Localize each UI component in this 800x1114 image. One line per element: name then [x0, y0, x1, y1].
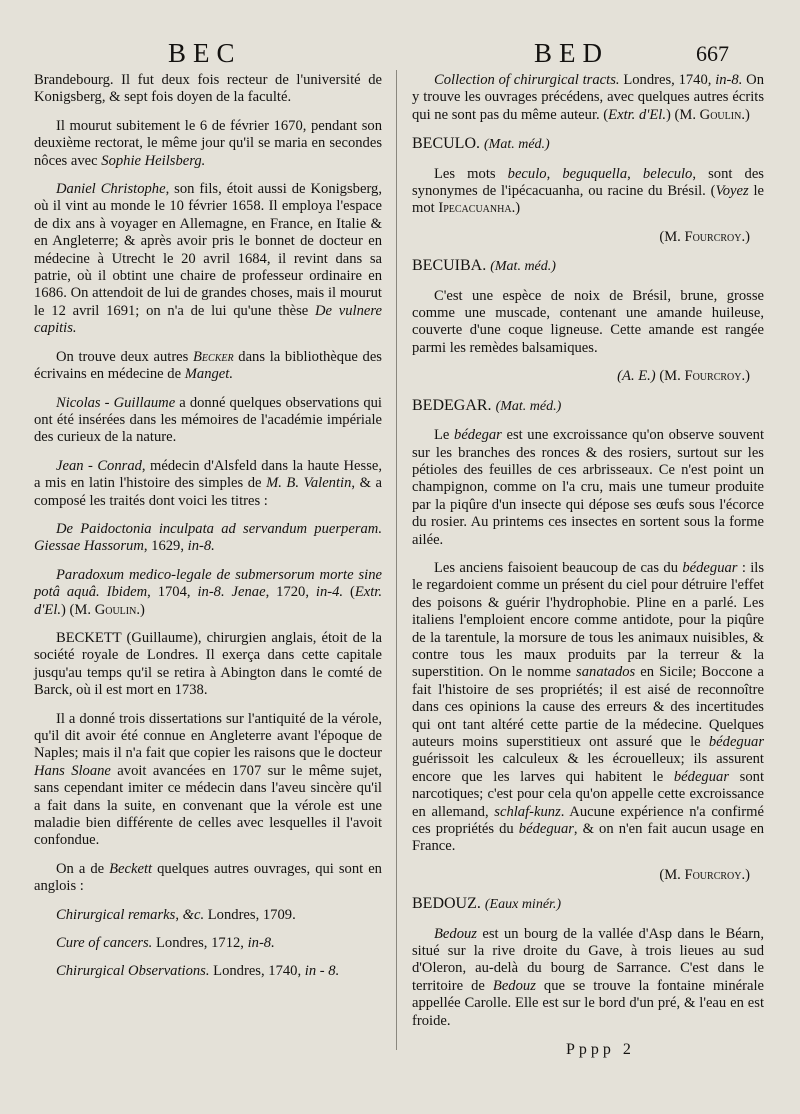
- person-name: Nicolas - Guillaume: [56, 394, 176, 411]
- author-name: Goulin: [94, 601, 137, 618]
- work-title: Collection of chirurgical tracts.: [434, 72, 620, 88]
- person-name: Daniel Christophe: [56, 181, 166, 198]
- person-name: M. B. Valentin: [266, 475, 352, 492]
- text: que se trouve la fontaine minérale appellée Carolle. Elle est sur le bord d'un pré, & l'eau en est froide.: [412, 977, 764, 1029]
- bibliography-entry: [34, 567, 382, 619]
- text: .): [511, 200, 521, 217]
- entry-title: BEDOUZ.: [412, 895, 481, 913]
- format: in - 8.: [304, 963, 340, 980]
- page-number: 667: [696, 41, 729, 66]
- right-column: [412, 72, 764, 1041]
- term: bédegar: [454, 427, 502, 444]
- author-name: Fourcroy: [684, 228, 742, 245]
- author-attribution: [412, 229, 750, 246]
- column-divider: [396, 70, 397, 1050]
- entry-category: (Mat. méd.): [484, 137, 550, 153]
- paragraph: [34, 630, 382, 700]
- paragraph: [412, 560, 764, 856]
- term: bédeguar: [708, 734, 764, 750]
- text: dans la bibliothèque des écrivains en médecine de: [34, 348, 382, 383]
- work-title: Paradoxum medico-legale de submersorum morte sine potâ aquâ. Ibidem: [34, 566, 382, 601]
- text: , 1720,: [265, 584, 316, 601]
- work-title: De vulnere capitis.: [34, 302, 382, 337]
- bibliography-entry: [34, 521, 382, 556]
- text: (A. E.): [617, 368, 656, 385]
- entry-heading-bedegar: [412, 397, 764, 415]
- person-name: Sophie Heilsberg.: [101, 152, 206, 169]
- term: schlaf-kunz: [494, 803, 561, 820]
- text: est une excroissance qu'on observe souvent sur les branches des ronces & des rosiers, surtout sur les pétioles des feuilles de ces arbrisseaux. Ce n'est point un champignon, comme on l'a cru, mais une tumeur produite par la piqûre d'un insecte qui dépose ses œufs sous l'écorce du rosier. Au printems ces insectes en sortent sous la forme ailée.: [412, 427, 764, 548]
- bibliography-entry: [412, 72, 764, 124]
- text: , & on n'en fait aucun usage en France.: [412, 821, 764, 855]
- text: quelques autres ouvrages, qui sont en anglois :: [34, 860, 382, 895]
- term: beguquella: [562, 165, 628, 182]
- person-name: Becker: [193, 348, 234, 365]
- cross-ref: Voyez: [715, 183, 749, 200]
- bibliography-entry: [34, 907, 382, 924]
- text: Les mots: [434, 165, 508, 182]
- text: a donné quelques observations qui ont été insérées dans les mémoires de l'académie impériale des curieux de la nature.: [34, 394, 382, 446]
- source-ref: Extr. d'El.: [608, 106, 667, 123]
- text: guérissoit les calculeux & les écrouelleux; ils assurent encore que les larves qui habitent le: [412, 751, 764, 785]
- entry-title: BECULO.: [412, 135, 480, 153]
- bibliography-entry: [34, 963, 382, 980]
- entry-title: BEDEGAR.: [412, 396, 492, 414]
- paragraph: [34, 861, 382, 896]
- paragraph: [34, 181, 382, 338]
- text: , sont des synonymes de l'ipécacuanha, ou racine du Brésil. (: [412, 165, 764, 200]
- format: in-8.: [187, 538, 215, 555]
- person-name: Jean - Conrad: [56, 457, 142, 474]
- paragraph: [34, 711, 382, 850]
- text: est un bourg de la vallée d'Asp dans le Béarn, situé sur la rive droite du Gave, à trois lieues au sud d'Oleron, au-delà du bourg de Sarrance. C'est dans le territoire de: [412, 925, 764, 994]
- text: On a de: [56, 860, 110, 877]
- text: Londres, 1740,: [619, 72, 716, 88]
- left-column: [34, 72, 382, 992]
- format: in-8. Jenae: [197, 584, 266, 601]
- person-name: Hans Sloane: [34, 762, 111, 779]
- term: bédeguar: [518, 821, 574, 838]
- text: BECKETT (Guillaume), chirurgien anglais, étoit de la société royale de Londres. Il exerça dans cette capitale jusqu'au temps qu'il se retira à Abington dans le comté de Barck, où il est mort en 1738.: [34, 629, 382, 699]
- entry-heading-beculo: [412, 135, 764, 153]
- paragraph: [34, 458, 382, 510]
- format: in-8.: [247, 935, 275, 952]
- text: (M.: [659, 866, 685, 883]
- work-title: Chirurgical remarks: [56, 906, 176, 923]
- term: bédeguar: [682, 559, 738, 576]
- text: Brandebourg. Il fut deux fois recteur de l'université de Konigsberg, & sept fois doyen de la faculté.: [34, 72, 382, 106]
- running-head-left: BEC: [168, 38, 242, 68]
- author-attribution: [412, 368, 750, 385]
- author-name: Fourcroy: [684, 368, 742, 385]
- paragraph: [412, 166, 764, 218]
- work-title: De Paidoctonia inculpata ad servandum puerperam. Giessae Hassorum: [34, 520, 382, 555]
- author-attribution: [412, 867, 750, 884]
- text: en Sicile; Boccone a fait l'histoire de ses propriétés; il est aisé de reconnoître dans ces opinions la cause des erreurs & des incertitudes qui ont tant altéré cette partie de la médecine. Quelques auteurs moins superstitieux ont assuré que le: [412, 664, 764, 750]
- format: in-8.: [715, 72, 743, 88]
- work-title: Chirurgical Observations.: [56, 963, 210, 980]
- text: ) (M.: [666, 106, 700, 123]
- text: : ils le regardoient comme un présent du ciel pour détruire l'effet des poisons & guérir l'hydrophobie. Pline en a parlé. Les italiens l'emploient encore comme antidote, pour la piqûre de la tarentule, la morsure de tous les animaux nuisibles, & contre tous les maux produits par la terreur & la superstition. On le nomme: [412, 559, 764, 681]
- text: &c.: [182, 906, 205, 923]
- entry-category: (Mat. méd.): [495, 398, 562, 414]
- term: sanatados: [576, 664, 636, 681]
- text: Il mourut subitement le 6 de février 1670, pendant son deuxième rectorat, le même jour qu'il se maria en secondes nôces avec: [34, 117, 382, 169]
- entry-heading-becuiba: [412, 257, 764, 275]
- entry-category: (Eaux minér.): [484, 897, 562, 913]
- text: avoit avancées en 1707 sur le même sujet, sans cependant imiter ce médecin dans l'aveu sincère qu'il a fait dans la suite, en convenant que la vérole est une maladie bien différente de celles avec lesquelles il l'avoit confondue.: [34, 762, 382, 849]
- work-title: Cure of cancers.: [56, 935, 153, 952]
- text: .): [741, 106, 750, 123]
- signature-mark: Pppp 2: [566, 1041, 635, 1058]
- text: On trouve deux autres: [56, 348, 194, 365]
- entry-category: (Mat. méd.): [490, 259, 556, 275]
- text: .): [741, 228, 750, 245]
- source-ref: Extr. d'El.: [34, 584, 383, 618]
- text: On y trouve les ouvrages précédens, avec quelques autres écrits qui ne sont pas du même auteur. (: [412, 72, 764, 123]
- text: (: [343, 584, 355, 601]
- cross-ref-term: Ipecacuanha: [438, 200, 512, 217]
- person-name: Manget.: [184, 366, 233, 383]
- text: Londres, 1709.: [204, 906, 296, 923]
- text: .): [741, 866, 750, 883]
- text: C'est une espèce de noix de Brésil, brune, grosse comme une muscade, contenant une amande huileuse, couverte d'une coque ligneuse. Cette amande est rangée parmi les remèdes balsamiques.: [412, 287, 764, 356]
- text: sont narcotiques; c'est pour cela qu'on appelle cette excroissance en allemand,: [412, 768, 764, 820]
- place-name: Bedouz: [434, 925, 477, 942]
- place-name: Bedouz: [492, 977, 536, 994]
- text: , & a composé les traités dont voici les titres :: [34, 475, 382, 509]
- paragraph: [412, 288, 764, 358]
- term: beculo: [507, 165, 547, 182]
- text: ) (M.: [61, 601, 95, 618]
- text: , son fils, étoit aussi de Konigsberg, où il vint au monde le 10 février 1658. Il employa l'espace de dix ans à voyager en Allemagne, en France, en Italie & en Angleterre; & après avoir pris le bonnet de docteur en médecine à Utrecht le 20 avril 1684, il revint dans sa patrie, où il obtint une chaire de professeur ordinaire en 1686. On attendoit de lui de grandes choses, mais il mourut le 12 avril 1691; on n'a de lui qu'une thèse: [34, 181, 382, 319]
- text: . Aucune expérience n'a confirmé ces propriétés du: [412, 803, 764, 838]
- term: beleculo: [642, 165, 693, 182]
- paragraph: [412, 427, 764, 549]
- running-head-right: BED: [534, 38, 609, 68]
- entry-heading-bedouz: [412, 895, 764, 913]
- text: , médecin d'Alsfeld dans la haute Hesse, a mis en latin l'histoire des simples de: [34, 457, 382, 492]
- entry-title: BECUIBA.: [412, 257, 487, 275]
- text: (M.: [659, 228, 685, 245]
- paragraph: [34, 349, 382, 384]
- text: ,: [627, 165, 643, 182]
- term: bédeguar: [673, 768, 729, 785]
- text: Londres, 1740,: [209, 963, 305, 980]
- text: ,: [175, 906, 183, 923]
- bibliography-entry: [34, 935, 382, 952]
- paragraph: [34, 72, 382, 107]
- text: .): [136, 601, 145, 618]
- paragraph: [34, 118, 382, 170]
- text: Les anciens faisoient beaucoup de cas du: [434, 559, 683, 576]
- text: , 1704,: [147, 584, 198, 601]
- text: Londres, 1712,: [152, 935, 248, 952]
- paragraph: [34, 395, 382, 447]
- person-name: Beckett: [109, 860, 153, 877]
- text: Il a donné trois dissertations sur l'antiquité de la vérole, qu'il dit avoir été connue en Angleterre avant l'époque de Naples; mais il n'a fait que copier les raisons que le docteur: [34, 710, 382, 762]
- text: , 1629,: [143, 538, 188, 555]
- author-name: Fourcroy: [684, 866, 742, 883]
- format: in-4.: [315, 584, 344, 601]
- text: le mot: [412, 183, 765, 217]
- text: .): [741, 368, 750, 385]
- text: ,: [546, 165, 563, 182]
- text: (M.: [655, 368, 685, 385]
- text: Le: [434, 427, 455, 444]
- author-name: Goulin: [699, 106, 742, 123]
- paragraph: [412, 926, 764, 1030]
